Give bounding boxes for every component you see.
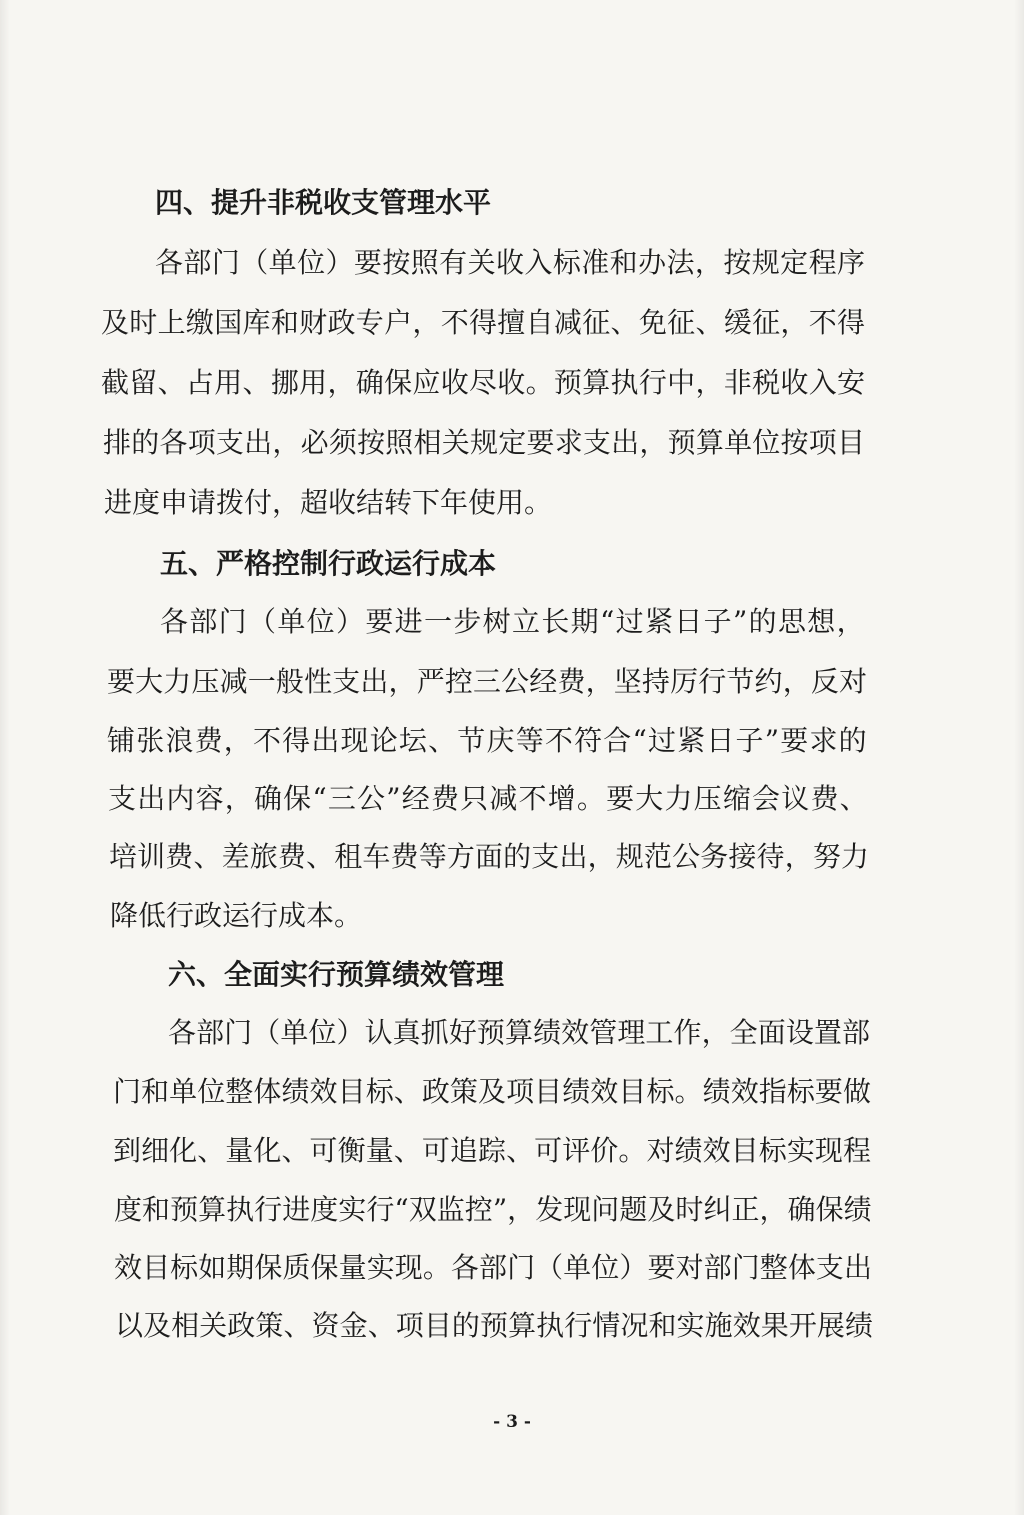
paragraph-line: 支出内容，确保“三公”经费只减不增。要大力压缩会议费、 [108,782,869,815]
paragraph-line: 到细化、量化、可衡量、可追踪、可评价。对绩效目标实现程 [113,1134,872,1167]
paragraph-line: 效目标如期保质保量实现。各部门（单位）要对部门整体支出 [114,1251,873,1284]
scan-shadow-right [1014,0,1024,1515]
paragraph-line: 度和预算执行进度实行“双监控”，发现问题及时纠正，确保绩 [114,1193,872,1226]
paragraph-line: 门和单位整体绩效目标、政策及项目绩效目标。绩效指标要做 [113,1075,872,1108]
paragraph-line: 截留、占用、挪用，确保应收尽收。预算执行中，非税收入安 [101,366,866,399]
paragraph-line: 铺张浪费，不得出现论坛、节庆等不符合“过紧日子”要求的 [107,724,868,757]
paragraph-line: 排的各项支出，必须按照相关规定要求支出，预算单位按项目 [103,426,866,459]
paragraph-line: 各部门（单位）认真抓好预算绩效管理工作，全面设置部 [168,1016,871,1049]
section-heading-6: 六、全面实行预算绩效管理 [168,958,505,991]
section-heading-4: 四、提升非税收支管理水平 [155,186,492,219]
paragraph-line: 各部门（单位）要进一步树立长期“过紧日子”的思想， [160,605,866,638]
paragraph-line: 及时上缴国库和财政专户，不得擅自减征、免征、缓征，不得 [101,306,866,339]
paragraph-line: 各部门（单位）要按照有关收入标准和办法，按规定程序 [155,246,866,279]
scan-shadow-left [0,0,10,1515]
paragraph-line: 要大力压减一般性支出，严控三公经费，坚持厉行节约，反对 [107,665,868,698]
paragraph-line: 培训费、差旅费、租车费等方面的支出，规范公务接待，努力 [109,840,870,873]
paragraph-line: 以及相关政策、资金、项目的预算执行情况和实施效果开展绩 [115,1309,874,1342]
page-number: - 3 - [493,1412,531,1432]
paragraph-line: 进度申请拨付，超收结转下年使用。 [104,486,553,519]
section-heading-5: 五、严格控制行政运行成本 [160,547,497,580]
paragraph-line: 降低行政运行成本。 [110,899,363,932]
